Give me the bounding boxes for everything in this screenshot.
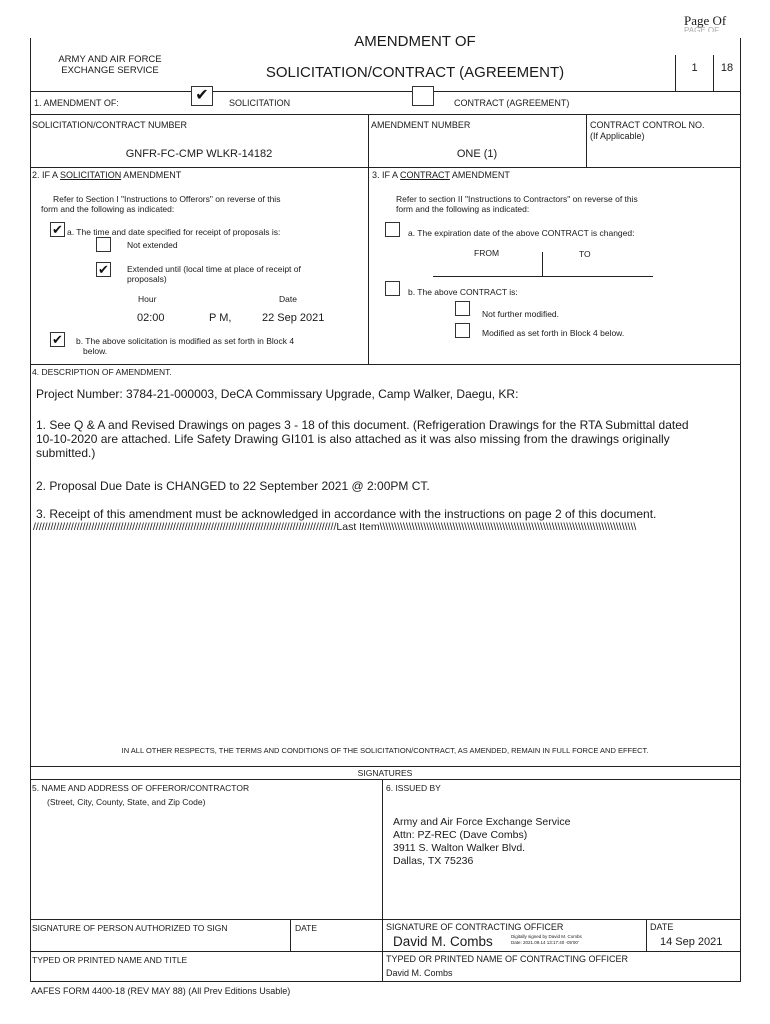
item3: 3. Receipt of this amendment must be acknowledged in accordance with the instructions on page 2 of this document. (36, 507, 657, 521)
digital-line1: Digitally signed by David M. Combs (511, 934, 582, 939)
hour-label: Hour (138, 294, 157, 304)
block2-intro-line2: form and the following as indicated: (41, 204, 175, 214)
rule-typed-row-top (30, 951, 741, 952)
from-label: FROM (474, 248, 500, 258)
ampm-value: P M, (209, 312, 232, 324)
form-border-left (30, 92, 31, 982)
date-value: 22 Sep 2021 (262, 312, 325, 324)
digital-signature-note (511, 934, 582, 946)
digital-line2: Date: 2021.09.14 13:17:40 -05'00' (511, 940, 579, 945)
solicitation-option-label: SOLICITATION (229, 98, 291, 108)
block3-intro-line2: form and the following as indicated: (396, 204, 530, 214)
solicitation-number-label: SOLICITATION/CONTRACT NUMBER (32, 120, 188, 130)
item1 (36, 418, 740, 460)
not-extended-label: Not extended (127, 240, 178, 250)
block3a-label: a. The expiration date of the above CONTRACT is changed: (408, 228, 635, 238)
to-label: TO (579, 249, 591, 259)
rule-sig-row-top (30, 919, 741, 920)
not-modified-label: Not further modified. (482, 309, 560, 319)
block3-heading-underlined: CONTRACT (400, 170, 450, 180)
agency-name (30, 54, 190, 76)
officer-date-label: DATE (650, 922, 674, 932)
sig-person-date-label: DATE (295, 923, 318, 933)
block2-heading-underlined: SOLICITATION (60, 170, 122, 180)
typed-name-label: TYPED OR PRINTED NAME AND TITLE (32, 955, 188, 965)
not-extended-checkbox[interactable] (96, 237, 111, 252)
block3-intro-line1: Refer to section II "Instructions to Contractors" on reverse of this (396, 194, 638, 204)
block5-label: 5. NAME AND ADDRESS OF OFFEROR/CONTRACTOR (32, 783, 250, 793)
project-line: Project Number: 3784-21-000003, DeCA Commissary Upgrade, Camp Walker, Daegu, KR: (36, 387, 519, 401)
rule-block23-bottom (30, 364, 741, 365)
rule-header-bottom (30, 91, 741, 92)
block3b-checkbox[interactable] (385, 281, 400, 296)
item1-line1: 1. See Q & A and Revised Drawings on pages 3 - 18 of this document. (Refrigeration Drawings for the RTA Submittal dated (36, 418, 689, 432)
from-to-baseline (433, 276, 653, 277)
block2-heading-pre: 2. IF A (32, 170, 61, 180)
block3b-label: b. The above CONTRACT is: (408, 287, 518, 297)
typed-officer-label: TYPED OR PRINTED NAME OF CONTRACTING OFFICER (386, 954, 629, 964)
block6-label: 6. ISSUED BY (386, 783, 441, 793)
terms-remain-note: IN ALL OTHER RESPECTS, THE TERMS AND CONDITIONS OF THE SOLICITATION/CONTRACT, AS AMENDED, REMAIN IN FULL FORCE AND EFFECT. (121, 746, 649, 755)
from-to-divider (542, 252, 543, 276)
extended-line1: Extended until (local time at place of receipt of (127, 264, 301, 274)
solicitation-checkbox[interactable]: ✔ (191, 86, 213, 106)
extended-until-checkbox[interactable]: ✔ (96, 262, 111, 277)
page-current: 1 (691, 62, 698, 74)
rule-form-bottom (30, 981, 741, 982)
block2a-checkbox[interactable]: ✔ (50, 222, 65, 237)
block2b-checkbox[interactable]: ✔ (50, 332, 65, 347)
modified-checkbox[interactable] (455, 323, 470, 338)
contract-option-label: CONTRACT (AGREEMENT) (454, 98, 570, 108)
block2-heading (32, 170, 181, 181)
extended-line2: proposals) (127, 274, 167, 284)
officer-date-value: 14 Sep 2021 (660, 936, 723, 948)
block3a-checkbox[interactable] (385, 222, 400, 237)
issuer-line2: Attn: PZ-REC (Dave Combs) (393, 829, 528, 841)
form-border-right-bottom (740, 755, 741, 982)
officer-signature: David M. Combs (393, 934, 493, 949)
block3-heading-post: AMENDMENT (449, 170, 510, 180)
block2b-line2: below. (83, 346, 108, 356)
amendment-of-label: 1. AMENDMENT OF: (34, 98, 119, 108)
page-of-label: Page Of (684, 13, 727, 28)
rule-signatures-top (30, 766, 741, 767)
extended-until-label (127, 264, 301, 284)
block3-heading-pre: 3. IF A (372, 170, 401, 180)
block4-heading: 4. DESCRIPTION OF AMENDMENT. (32, 367, 172, 377)
agency-line1: ARMY AND AIR FORCE (58, 54, 162, 65)
date-label: Date (279, 294, 297, 304)
solicitation-number-value: GNFR-FC-CMP WLKR-14182 (125, 148, 273, 160)
issuer-line3: 3911 S. Walton Walker Blvd. (393, 842, 526, 854)
item1-line3: submitted.) (36, 446, 96, 460)
signatures-heading: SIGNATURES (357, 768, 413, 778)
last-item-line: ////////////////////////////////////////////////////////////////////////////////////////////////////////Last Item\\\\\\\\\\\\\\\\\\\\\\\\\\\\\\\\\\\\\\\\\\\\\\\\\\\\\\\\\\\\\\\\\\\\\\\\\\\\\\\\\\\\\\\\ (33, 521, 637, 533)
rule-control-divider (586, 114, 587, 167)
block5-sub: (Street, City, County, State, and Zip Code) (47, 797, 206, 807)
block2-intro (41, 194, 361, 214)
page-of-faded-label: PAGE OF (684, 27, 719, 32)
block3-heading (372, 170, 510, 181)
block2a-label: a. The time and date specified for receipt of proposals is: (67, 227, 281, 237)
sig-person-label: SIGNATURE OF PERSON AUTHORIZED TO SIGN (32, 923, 228, 933)
rule-numbers-bottom (30, 167, 741, 168)
rule-row1-bottom (30, 114, 741, 115)
block3-intro (384, 194, 734, 214)
item2: 2. Proposal Due Date is CHANGED to 22 September 2021 @ 2:00PM CT. (36, 479, 430, 493)
contract-control-label: CONTRACT CONTROL NO. (590, 120, 705, 130)
amendment-number-label: AMENDMENT NUMBER (371, 120, 471, 130)
hour-value: 02:00 (137, 312, 165, 324)
sig-officer-label: SIGNATURE OF CONTRACTING OFFICER (386, 922, 564, 932)
contract-control-sub: (If Applicable) (590, 131, 645, 141)
typed-officer-value: David M. Combs (386, 968, 453, 978)
block2-heading-post: AMENDMENT (121, 170, 182, 180)
block2b-label (76, 336, 294, 356)
item1-line2: 10-10-2020 are attached. Life Safety Drawing GI101 is also attached as it was also missing from the drawings originally (36, 432, 670, 446)
modified-label: Modified as set forth in Block 4 below. (482, 328, 625, 338)
block2-intro-line1: Refer to Section I "Instructions to Offerors" on reverse of this (53, 194, 281, 204)
form-title-line1: AMENDMENT OF (354, 33, 476, 50)
contract-checkbox[interactable] (412, 86, 434, 106)
block2b-line1: b. The above solicitation is modified as set forth in Block 4 (76, 336, 295, 346)
rule-signatures-heading-bottom (30, 779, 741, 780)
rule-date-divider (290, 919, 291, 951)
issuer-line1: Army and Air Force Exchange Service (393, 816, 571, 828)
amendment-number-value: ONE (1) (456, 148, 498, 160)
form-identifier: AAFES FORM 4400-18 (REV MAY 88) (All Prev Editions Usable) (31, 986, 291, 996)
rule-block56-divider (382, 779, 383, 981)
issuer-address (393, 816, 570, 868)
not-modified-checkbox[interactable] (455, 301, 470, 316)
agency-line2: EXCHANGE SERVICE (61, 65, 159, 76)
page-total: 18 (720, 62, 734, 74)
form-border-right (740, 38, 741, 755)
rule-officer-date-divider (646, 919, 647, 951)
form-title-line2: SOLICITATION/CONTRACT (AGREEMENT) (265, 64, 565, 81)
issuer-line4: Dallas, TX 75236 (393, 855, 474, 867)
